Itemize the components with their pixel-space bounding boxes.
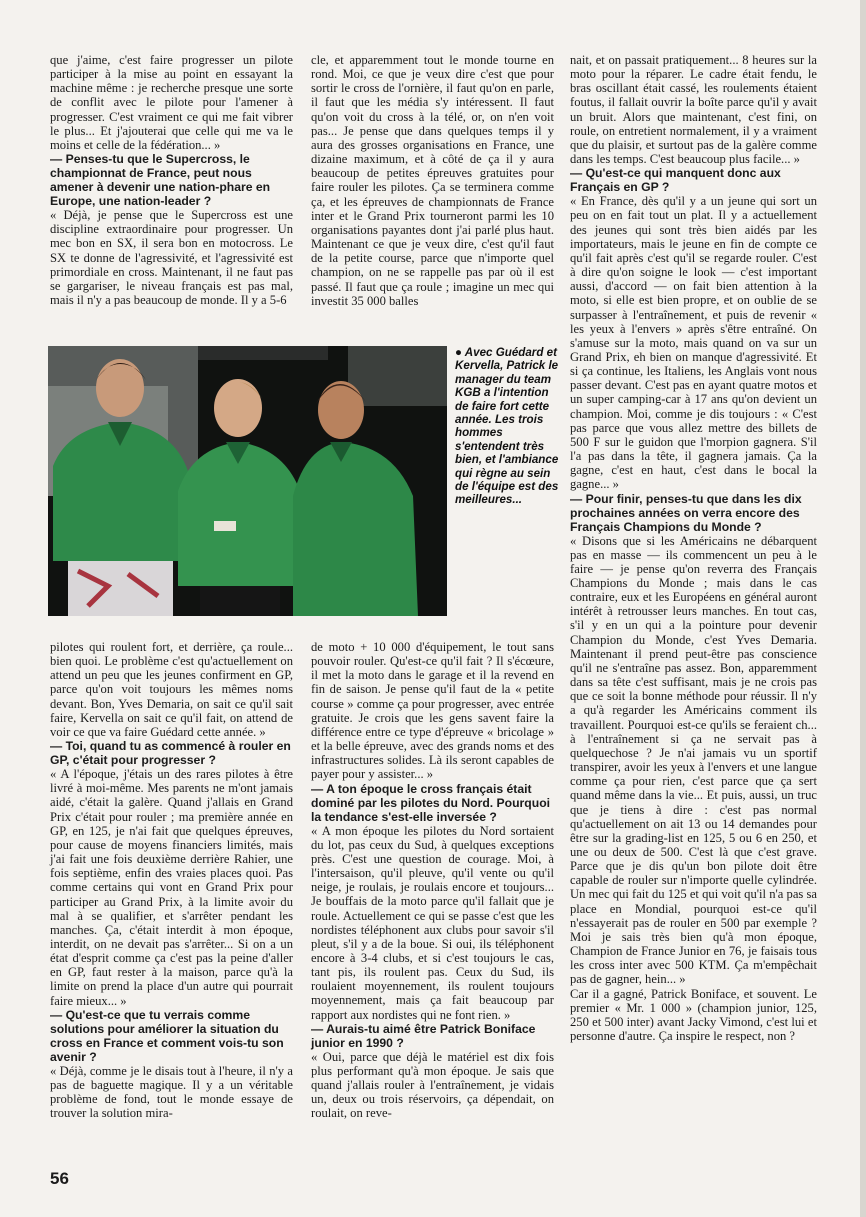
interview-question: — Aurais-tu aimé être Patrick Boniface junior en 1990 ? [311,1021,536,1050]
column-1-bottom [50,640,293,1120]
interview-paragraph: « Déjà, je pense que le Supercross est une discipline extraordinaire pour progresser. Un mec bon en SX, il sera bon en motocross. Le SX te donne de l'agressivité, et l'agressivité est primordiale en cross. Maintenant, il ne faut pas se gargariser, le niveau français est pas mal, mais il n'y a pas beaucoup de monde. Il y a 5-6 [50,208,293,308]
team-photo [48,346,447,616]
column-1-top [50,53,293,307]
interview-paragraph: nait, et on passait pratiquement... 8 heures sur la moto pour la réparer. Le cadre était fendu, le bras oscillant était cassé, les roulements étaient foutus, il fallait ouvrir la boîte parce qu'il y avait un bruit. Alors que maintenant, c'est fini, on roule, on entretient normalement, il y a vraiment que du plaisir, et surtout pas de la galère comme dans les temps. C'est beaucoup plus facile... » [570,53,817,167]
interview-paragraph: pilotes qui roulent fort, et derrière, ça roule... bien quoi. Le problème c'est qu'actuellement on attend un peu que les jeunes confirment en GP, parce qu'on voit toujours les mêmes noms devant. Bon, Yves Demaria, on sait ce qu'il sait faire, Kervella on sait ce qu'il fait, on attend de voir ce que va faire Guédard cette année. » [50,640,293,739]
interview-paragraph: « A l'époque, j'étais un des rares pilotes à être livré à moi-même. Mes parents ne m'ont jamais aidé, c'était la galère. Quand j'allais en Grand Prix c'était pour rouler ; ma première année en GP, en 125, je n'ai fait que quelques épreuves, pour cause de moyens financiers limités, mais j'ai fait une fois deuxième derrière Rahier, une fois septième, enfin des vraies places quoi. Pas comme certains qui vont en Grand Prix pour participer au Grand Prix, à la limite avoir du mal à se qualifier, et s'arrêter pendant les manches. Ça, c'était interdit à mon époque, interdit, on ne devait pas s'arrêter... Si on a un état d'esprit comme ça c'est pas la peine d'aller en GP, faut rester à la maison, parce qu'à la limite on prend la place d'un autre qui pourrait faire mieux... » [50,767,293,1008]
interview-paragraph: Car il a gagné, Patrick Boniface, et souvent. Le premier « Mr. 1 000 » (champion junior, 125, 250 et 500 inter) avant Jacky Vimond, c'est lui et personne d'autre. Ça inspire le respect, non ? [570,986,817,1043]
interview-paragraph: « Oui, parce que déjà le matériel est dix fois plus performant qu'à mon époque. Je sais que quand j'allais rouler à l'entraînement, je vidais un, deux ou trois réservoirs, ça dépendait, on roulait, on reve- [311,1049,554,1121]
interview-question: — Pour finir, penses-tu que dans les dix prochaines années on verra encore des Français Champions du Monde ? [570,491,802,534]
interview-question: — Toi, quand tu as commencé à rouler en GP, c'était pour progresser ? [50,739,291,768]
interview-paragraph: cle, et apparemment tout le monde tourne en rond. Moi, ce que je veux dire c'est que pour sortir le cross de l'ornière, il faut qu'on en parle, il faut que les média s'y intéressent. Il faut qu'on voit du cross à la télé, or, on n'en voit pas... Je pense que dans quelques temps il y aura des grosses organisations en France, une dizaine maximum, et à côté de ça il y aura beaucoup de petites épreuves gratuites pour faire rouler les pilotes. Ça se terminera comme ça, et les épreuves de championnats de France inter et le Grand Prix tourneront parmi les 10 organisations payantes dont j'ai parlé plus haut. Maintenant ce que je veux dire, c'est qu'il faut de la petite course, parce que n'importe quel champion, on ne se rappelle pas par où il est passé. Il faut que ça roule ; imagine un mec qui investit 35 000 balles [311,53,554,308]
interview-paragraph: « Déjà, comme je le disais tout à l'heure, il n'y a pas de baguette magique. Il y a un véritable problème de fond, tout le monde essaye de trouver la solution mira- [50,1063,293,1121]
column-3 [570,53,817,1043]
page-edge [860,0,866,1217]
column-2-bottom [311,640,554,1121]
interview-paragraph: « Disons que si les Américains ne débarquent pas en masse — ils commencent un peu à le faire — je pense qu'on reverra des Français Champions du Monde ; mais dans le cas contraire, eux et les Européens en général auront intérêt à retrousser leurs manches. En tout cas, s'il y en un qui a la pointure pour devenir Champion du Monde, c'est Yves Demaria. Maintenant il prend peut-être pas conscience qu'il ne s'entraîne pas assez. Bon, apparemment dans sa tête c'est suffisant, mais je ne crois pas que ce soit la bonne méthode pour réussir. Il n'y a qu'à regarder les Américains comment ils travaillent. Pourquoi est-ce qu'ils se feraient ch... à l'entraînement si ça ne servait pas à quelquechose ? Je n'ai jamais vu un sportif transpirer, avoir les yeux à l'envers et une langue comme ça pour rien, c'est parce que ça sert quand même dans la vie... Et puis, aussi, un truc que je tiens à dire : c'est pas normal qu'actuellement on ait 13 ou 14 demandes pour être sur la grading-list en 125, 5 ou 6 en 250, et une ou deux de 500. C'est là que c'est grave. Parce que je dis qu'un bon pilote doit être capable de rouler sur n'importe quelle cylindrée. Un mec qui fait du 125 et qui voit qu'il n'a pas sa place en Mondial, pourquoi est-ce qu'il n'essayerait pas de rouler en 500 par exemple ? Moi je sais très bien qu'à mon époque, Champion de France Junior en 76, je faisais tous les cross inter avec 500 KTM. Ça m'empêchait pas de gagner, hein... » [570,533,817,987]
interview-question: — Qu'est-ce qui manquent donc aux Français en GP ? [570,166,781,195]
interview-question: — Penses-tu que le Supercross, le championnat de France, peut nous amener à devenir une nation-phare en Europe, une nation-leader ? [50,152,271,209]
photo-caption: ● Avec Guédard et Kervella, Patrick le manager du team KGB a l'intention de faire fort cette année. Les trois hommes s'entendent très bien, et l'ambiance qui règne au sein de l'équipe est des meilleures... [455,346,559,507]
interview-paragraph: que j'aime, c'est faire progresser un pilote participer à la mise au point en essayant la machine même : je recherche presque une sorte de conflit avec le pilote pour l'amener à progresser. C'est vraiment ce qui me fait vibrer le plus... Et j'ajouterai que celle qui me va le moins et celle de la fédération... » [50,53,293,152]
team-photo-image [48,346,447,616]
page-number: 56 [50,1169,69,1188]
interview-question: — Qu'est-ce que tu verrais comme solutions pour améliorer la situation du cross en France et comment vois-tu son avenir ? [50,1007,284,1064]
interview-paragraph: « A mon époque les pilotes du Nord sortaient du lot, pas ceux du Sud, à quelques exceptions près. C'est une question de courage. Moi, à l'intersaison, qu'il pleuve, qu'il vente ou qu'il neige, je roulais, je roulais encore et toujours... Je bouffais de la moto parce qu'il fallait que je roule. Actuellement ce qui se passe c'est que les nordistes téléphonent aux clubs pour savoir s'il pleut, s'il y a de la boue. Si oui, ils téléphonent encore à 3-4 clubs, et si c'est toujours le cas, tant pis, ils roulent pas. Ceux du Sud, ils roulaient moyennement, ils roulent toujours moyennement, mais ça fait beaucoup par rapport aux nordistes qui ne font rien. » [311,823,554,1022]
interview-paragraph: de moto + 10 000 d'équipement, le tout sans pouvoir rouler. Qu'est-ce qu'il fait ? Il s'écœure, il met la moto dans le garage et il la revend en fin de saison. Je pense qu'il faut de la « petite course » comme ça pour progresser, avec entrée gratuite. Je crois que les gens savent faire la différence entre ce type d'épreuve « bricolage » et la belle épreuve, avec des grands noms et des infrastructures solides. Là ils seront capables de payer pour y assister... » [311,640,554,782]
interview-paragraph: « En France, dès qu'il y a un jeune qui sort un peu on en fait tout un plat. Il y a actuellement des jeunes qui sont très bien aidés par les importateurs, mais le jeune en fin de compte ce qu'il fait après c'est qu'il se regarde rouler. C'est à dire qu'on soigne le look — c'est important aussi, d'accord — on fait bien attention à la moto, si elle est bien propre, et on oublie de se surpasser à l'entraînement, et puis de revenir « les yeux à l'envers » après s'être entraîné. On s'amuse sur la moto, mais quand on va sur un Grand Prix, eh bien on manque d'agressivité. Et si ça continue, les Italiens, les Anglais vont nous passer devant. C'est pas en ayant quatre motos et un super camping-car à 17 ans qu'on devient un champion. Moi, comme je dis toujours : « C'est pas parce que vous allez mettre des billets de 500 F sur le guidon que l'morpion gagnera. S'il l'a pas dans la tête, il gagnera jamais. Ça la gagne, c'est en haut, c'est dans le bocal la gagne... » [570,194,817,492]
interview-question: — A ton époque le cross français était dominé par les pilotes du Nord. Pourquoi la tendance s'est-elle inversée ? [311,781,551,824]
column-2-top [311,53,554,308]
